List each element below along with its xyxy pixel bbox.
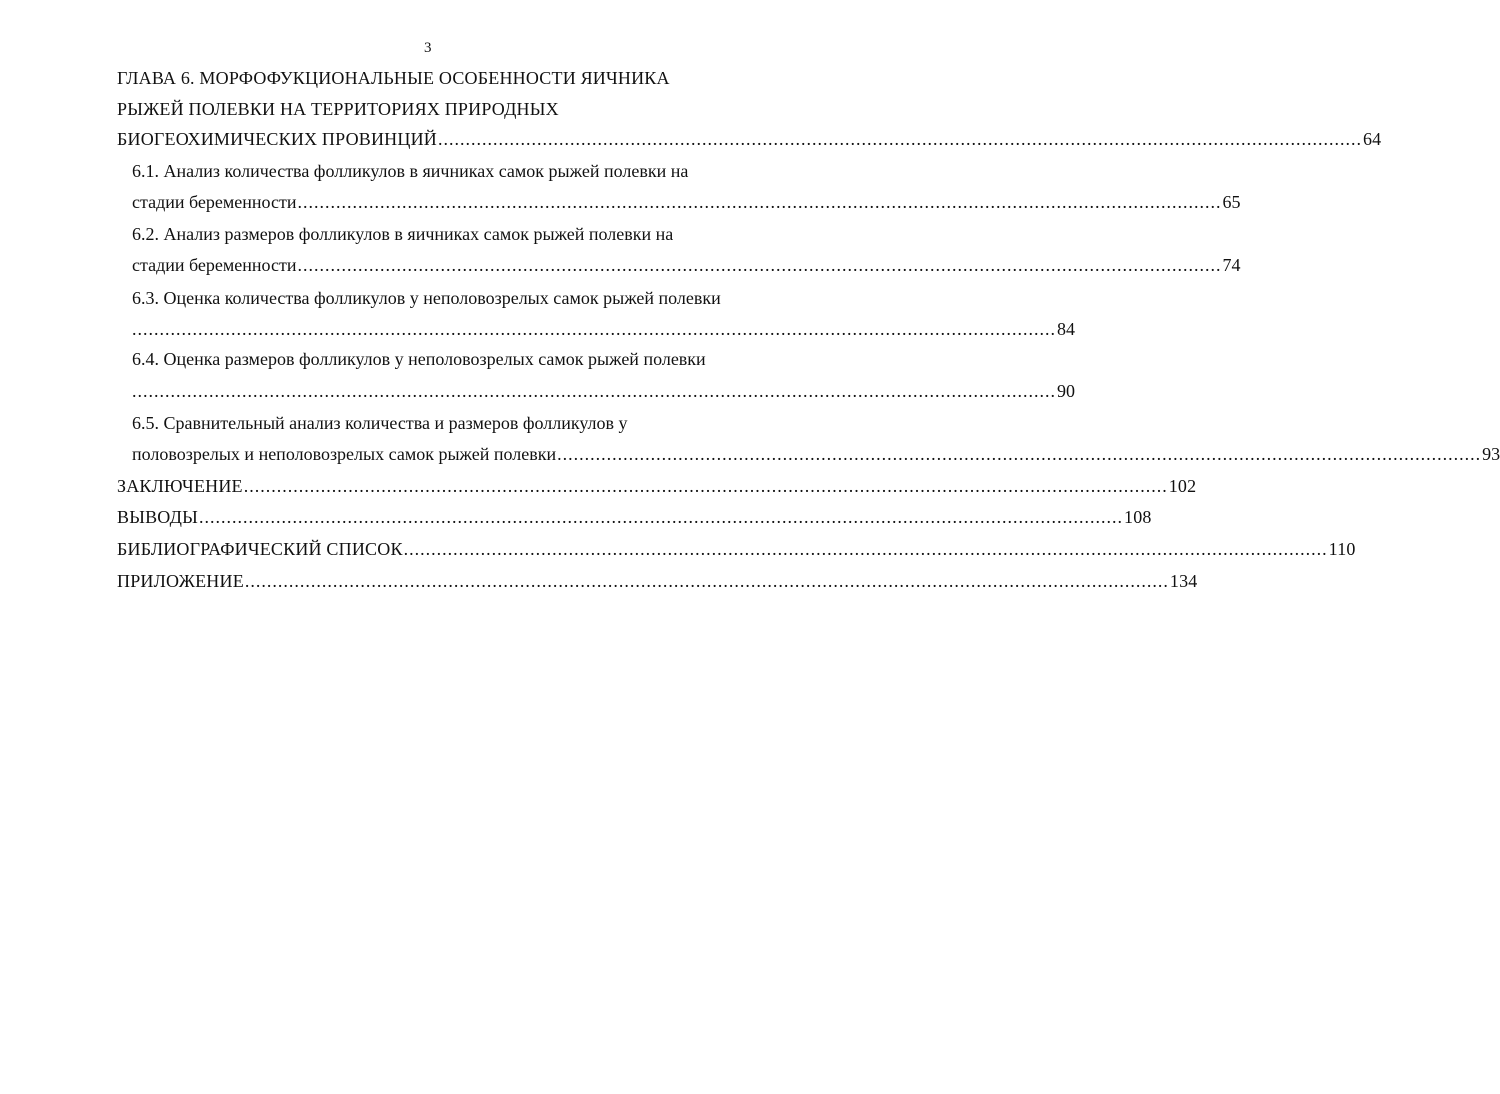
dot-leader: ........................................................................................................................................................................ bbox=[132, 319, 1056, 339]
toc-entry-6-4-line-1: 6.4. Оценка размеров фолликулов у неполовозрелых самок рыжей полевки bbox=[132, 349, 706, 369]
toc-entry-bibliography[interactable] bbox=[117, 535, 1356, 563]
toc-entry-6-5[interactable] bbox=[132, 440, 1500, 468]
toc-entry-findings[interactable] bbox=[117, 503, 1152, 531]
toc-entry-title: стадии беременности bbox=[132, 192, 297, 212]
dot-leader: ........................................................................................................................................................................ bbox=[132, 381, 1056, 401]
dot-leader: ........................................................................................................................................................................ bbox=[243, 476, 1168, 496]
dot-leader: ........................................................................................................................................................................ bbox=[557, 444, 1482, 464]
toc-entry-6-5-line-1: 6.5. Сравнительный анализ количества и размеров фолликулов у bbox=[132, 413, 628, 433]
chapter-6-title-line-2: РЫЖЕЙ ПОЛЕВКИ НА ТЕРРИТОРИЯХ ПРИРОДНЫХ bbox=[117, 99, 559, 119]
toc-entry-page: 93 bbox=[1482, 444, 1500, 464]
toc-entry-page: 110 bbox=[1328, 539, 1356, 559]
toc-entry-6-2-line-1: 6.2. Анализ размеров фолликулов в яичниках самок рыжей полевки на bbox=[132, 224, 674, 244]
toc-entry-title: БИОГЕОХИМИЧЕСКИХ ПРОВИНЦИЙ bbox=[117, 129, 437, 149]
toc-entry-title: стадии беременности bbox=[132, 255, 297, 275]
toc-entry-title: БИБЛИОГРАФИЧЕСКИЙ СПИСОК bbox=[117, 539, 403, 559]
toc-entry-appendix[interactable] bbox=[117, 567, 1198, 595]
toc-entry-title: ВЫВОДЫ bbox=[117, 507, 198, 527]
toc-entry-page: 90 bbox=[1057, 381, 1075, 401]
toc-entry-6-2[interactable] bbox=[132, 251, 1241, 279]
toc-entry-page: 102 bbox=[1168, 476, 1197, 496]
toc-entry-page: 74 bbox=[1222, 255, 1241, 275]
toc-entry-6-1-line-1: 6.1. Анализ количества фолликулов в яичниках самок рыжей полевки на bbox=[132, 161, 689, 181]
page-number: 3 bbox=[424, 40, 432, 56]
toc-entry-page: 84 bbox=[1057, 319, 1075, 339]
dot-leader: ........................................................................................................................................................................ bbox=[437, 129, 1362, 149]
toc-entry-6-1[interactable] bbox=[132, 188, 1241, 216]
toc-entry-chapter-6[interactable] bbox=[117, 125, 1382, 153]
toc-entry-6-3[interactable] bbox=[132, 315, 1075, 343]
dot-leader: ........................................................................................................................................................................ bbox=[403, 539, 1328, 559]
toc-entry-6-3-line-1: 6.3. Оценка количества фолликулов у неполовозрелых самок рыжей полевки bbox=[132, 288, 721, 308]
toc-entry-page: 64 bbox=[1362, 129, 1382, 149]
toc-entry-conclusion[interactable] bbox=[117, 472, 1197, 500]
toc-entry-page: 108 bbox=[1124, 507, 1152, 527]
toc-entry-title: половозрелых и неполовозрелых самок рыжей полевки bbox=[132, 444, 557, 464]
chapter-6-title-line-1: ГЛАВА 6. МОРФОФУКЦИОНАЛЬНЫЕ ОСОБЕННОСТИ ЯИЧНИКА bbox=[117, 68, 670, 88]
toc-entry-title: ЗАКЛЮЧЕНИЕ bbox=[117, 476, 243, 496]
toc-entry-page: 134 bbox=[1169, 571, 1198, 591]
toc-entry-6-4[interactable] bbox=[132, 377, 1075, 405]
toc-entry-page: 65 bbox=[1222, 192, 1241, 212]
dot-leader: ........................................................................................................................................................................ bbox=[297, 192, 1222, 212]
dot-leader: ........................................................................................................................................................................ bbox=[199, 507, 1123, 527]
dot-leader: ........................................................................................................................................................................ bbox=[297, 255, 1222, 275]
dot-leader: ........................................................................................................................................................................ bbox=[244, 571, 1169, 591]
toc-entry-title: ПРИЛОЖЕНИЕ bbox=[117, 571, 244, 591]
